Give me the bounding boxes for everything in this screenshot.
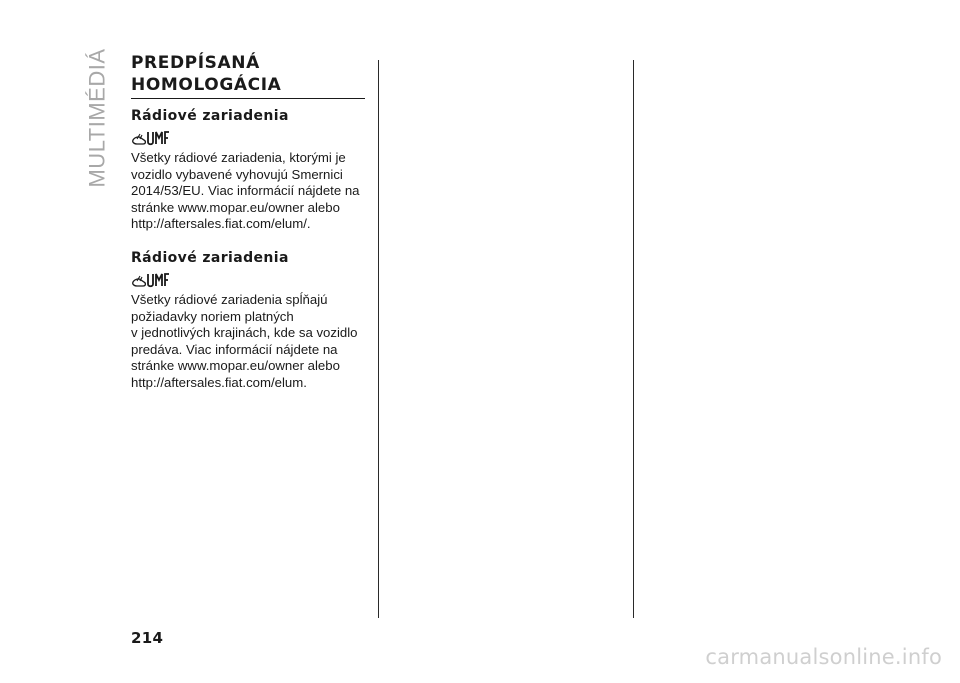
page-title-line-2: HOMOLOGÁCIA bbox=[131, 75, 282, 95]
page-title-line-1: PREDPÍSANÁ bbox=[131, 53, 260, 73]
section-side-tab bbox=[84, 48, 112, 188]
section-radio-equipment-2 bbox=[131, 249, 365, 392]
section-radio-equipment-1 bbox=[131, 107, 365, 233]
column-divider-1 bbox=[378, 60, 379, 618]
section-body-text: Všetky rádiové zariadenia, ktorými je vozidlo vybavené vyhovujú Smernici 2014/53/EU. Viac informácií nájdete na stránke www.mopar.eu/owner alebo http://aftersales.fiat.com/elum/. bbox=[131, 150, 360, 232]
watermark-text: carmanualsonline.info bbox=[705, 645, 942, 669]
content-column-left bbox=[131, 52, 365, 392]
page-title bbox=[131, 52, 365, 96]
hand-ukr-marking-icon bbox=[131, 128, 365, 148]
hand-ukr-marking-icon bbox=[131, 270, 365, 290]
title-underline bbox=[131, 98, 365, 99]
section-body-text: Všetky rádiové zariadenia spĺňajú požiadavky noriem platných v jednotlivých krajinách, kde sa vozidlo predáva. Viac informácií nájdete na stránke www.mopar.eu/owner alebo http://aftersales.fiat.com/elum. bbox=[131, 291, 358, 390]
page-number: 214 bbox=[131, 629, 164, 647]
column-divider-2 bbox=[633, 60, 634, 618]
section-side-tab-label: MULTIMÉDIÁ bbox=[85, 48, 111, 188]
section-heading: Rádiové zariadenia bbox=[131, 108, 289, 124]
section-heading: Rádiové zariadenia bbox=[131, 249, 289, 266]
